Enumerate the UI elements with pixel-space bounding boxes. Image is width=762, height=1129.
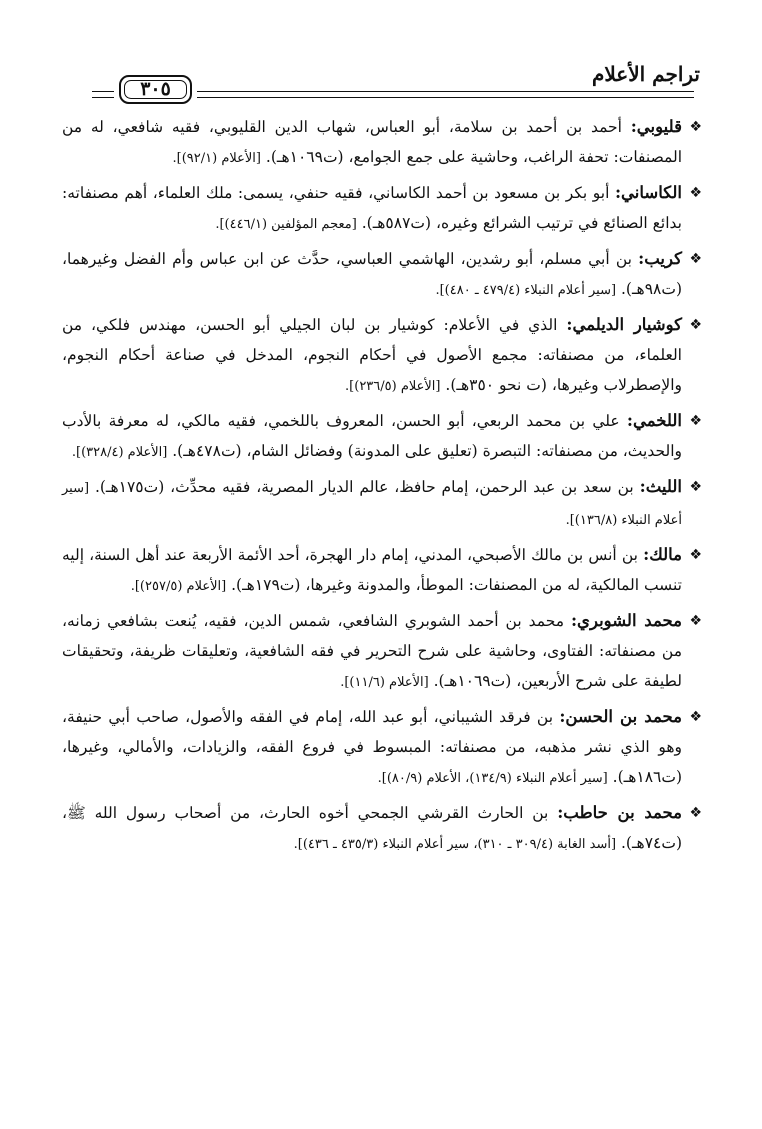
bullet-icon: ❖	[689, 547, 702, 563]
entry-text: بن فرقد الشيباني، أبو عبد الله، إمام في الفقه والأصول، صاحب أبي حنيفة، وهو الذي نشر مذهبه، من مصنفاته: المبسوط في فروع الفقه، والزيادات، والأمالي، وغيرها، (ت١٨٦هـ).	[62, 708, 682, 786]
entry-text: أبو بكر بن مسعود بن أحمد الكاساني، فقيه حنفي، يسمى: ملك العلماء، أهم مصنفاته: بدائع الصنائع في ترتيب الشرائع وغيره، (ت٥٨٧هـ).	[62, 184, 682, 232]
biography-entry-layth	[62, 472, 702, 536]
entry-reference: [معجم المؤلفين (٤٤٦/١)].	[215, 217, 357, 232]
biography-entry-malik	[62, 540, 702, 602]
entry-name: مالك:	[643, 545, 682, 564]
entry-reference: [الأعلام (٣٢٨/٤)].	[71, 445, 168, 460]
entry-reference: [الأعلام (٢٥٧/٥)].	[130, 579, 227, 594]
header-rule-left	[92, 91, 114, 98]
bullet-icon: ❖	[689, 709, 702, 725]
biography-entry-qalyubi	[62, 112, 702, 174]
biography-entry-kurayb	[62, 244, 702, 306]
entry-reference: [الأعلام (١١/٦)].	[340, 675, 429, 690]
bullet-icon: ❖	[689, 805, 702, 821]
entry-text: أحمد بن أحمد بن سلامة، أبو العباس، شهاب الدين القليوبي، فقيه شافعي، له من المصنفات: تحفة الراغب، وحاشية على جمع الجوامع، (ت١٠٦٩هـ).	[62, 118, 682, 166]
entry-reference: [الأعلام (٢٣٦/٥)].	[345, 379, 441, 394]
entry-text: بن أنس بن مالك الأصبحي، المدني، إمام دار الهجرة، أحد الأئمة الأربعة عند أهل السنة، إليه تنسب المالكية، له من المصنفات: الموطأ، والمدونة وغيرها، (ت١٧٩هـ).	[62, 546, 682, 594]
entry-text: علي بن محمد الربعي، أبو الحسن، المعروف باللخمي، فقيه مالكي، له معرفة بالأدب والحديث، من مصنفاته: التبصرة (تعليق على المدونة) وفضائل الشام، (ت٤٧٨هـ).	[62, 412, 682, 460]
bullet-icon: ❖	[689, 251, 702, 267]
entry-text: بن الحارث القرشي الجمحي أخوه الحارث، من أصحاب رسول الله ﷺ، (ت٧٤هـ).	[62, 804, 682, 852]
bullet-icon: ❖	[689, 613, 702, 629]
biography-entry-shawbari	[62, 606, 702, 698]
bullet-icon: ❖	[689, 185, 702, 201]
biography-entry-muhammad-ibn-al-hasan	[62, 702, 702, 794]
entry-text: محمد بن أحمد الشوبري الشافعي، شمس الدين، فقيه، يُنعت بشافعي زمانه، من مصنفاته: الفتاوى، وحاشية على شرح التحرير في فقه الشافعية، وتعليقات ظريفة، وتحقيقات لطيفة على شرح الأربعين، (ت١٠٦٩هـ).	[62, 612, 682, 690]
entry-name: كوشيار الديلمي:	[566, 315, 683, 334]
bullet-icon: ❖	[689, 479, 702, 495]
entry-name: قليوبي:	[630, 117, 682, 136]
biography-entry-muhammad-ibn-hatib	[62, 798, 702, 860]
entry-name: كريب:	[638, 249, 682, 268]
page-number: ٣٠٥	[119, 75, 192, 104]
running-title: تراجم الأعلام	[591, 62, 700, 86]
bullet-icon: ❖	[689, 413, 702, 429]
entry-name: محمد الشوبري:	[570, 611, 682, 630]
entry-reference: [سير أعلام النبلاء (١٣٤/٩)، الأعلام (٨٠/٩)].	[377, 771, 608, 786]
biography-entry-kasani	[62, 178, 702, 240]
entry-name: محمد بن الحسن:	[559, 707, 682, 726]
entry-reference: [الأعلام (٩٢/١)].	[172, 151, 261, 166]
header-rule-right	[197, 91, 694, 98]
bullet-icon: ❖	[689, 317, 702, 333]
entry-name: الكاساني:	[614, 183, 682, 202]
entry-text: بن أبي مسلم، أبو رشدين، الهاشمي العباسي، حدَّث عن ابن عباس وأم الفضل وغيرهما، (ت٩٨هـ).	[62, 250, 682, 298]
entry-name: الليث:	[639, 477, 682, 496]
entry-reference: [سير أعلام النبلاء (١٣٦/٨)].	[62, 481, 682, 528]
entry-text: بن سعد بن عبد الرحمن، إمام حافظ، عالم الديار المصرية، فقيه محدِّث، (ت١٧٥هـ).	[89, 478, 640, 496]
page-header	[0, 58, 762, 108]
entry-text: الذي في الأعلام: كوشيار بن لبان الجيلي أبو الحسن، مهندس فلكي، من العلماء، من مصنفاته: مجمع الأصول في أحكام النجوم، المدخل في صناعة أحكام النجوم، والإصطرلاب وغيرها، (ت نحو ٣٥٠هـ).	[62, 316, 682, 394]
biography-entry-lakhmi	[62, 406, 702, 468]
biography-entry-kushyar	[62, 310, 702, 402]
bullet-icon: ❖	[689, 119, 702, 135]
entry-reference: [أسد الغابة (٣٠٩/٤ ـ ٣١٠)، سير أعلام النبلاء (٤٣٥/٣ ـ ٤٣٦)].	[293, 837, 617, 852]
entry-reference: [سير أعلام النبلاء (٤٧٩/٤ ـ ٤٨٠)].	[435, 283, 617, 298]
entry-name: اللخمي:	[626, 411, 682, 430]
biographies-list	[62, 112, 702, 864]
entry-name: محمد بن حاطب:	[557, 803, 683, 822]
